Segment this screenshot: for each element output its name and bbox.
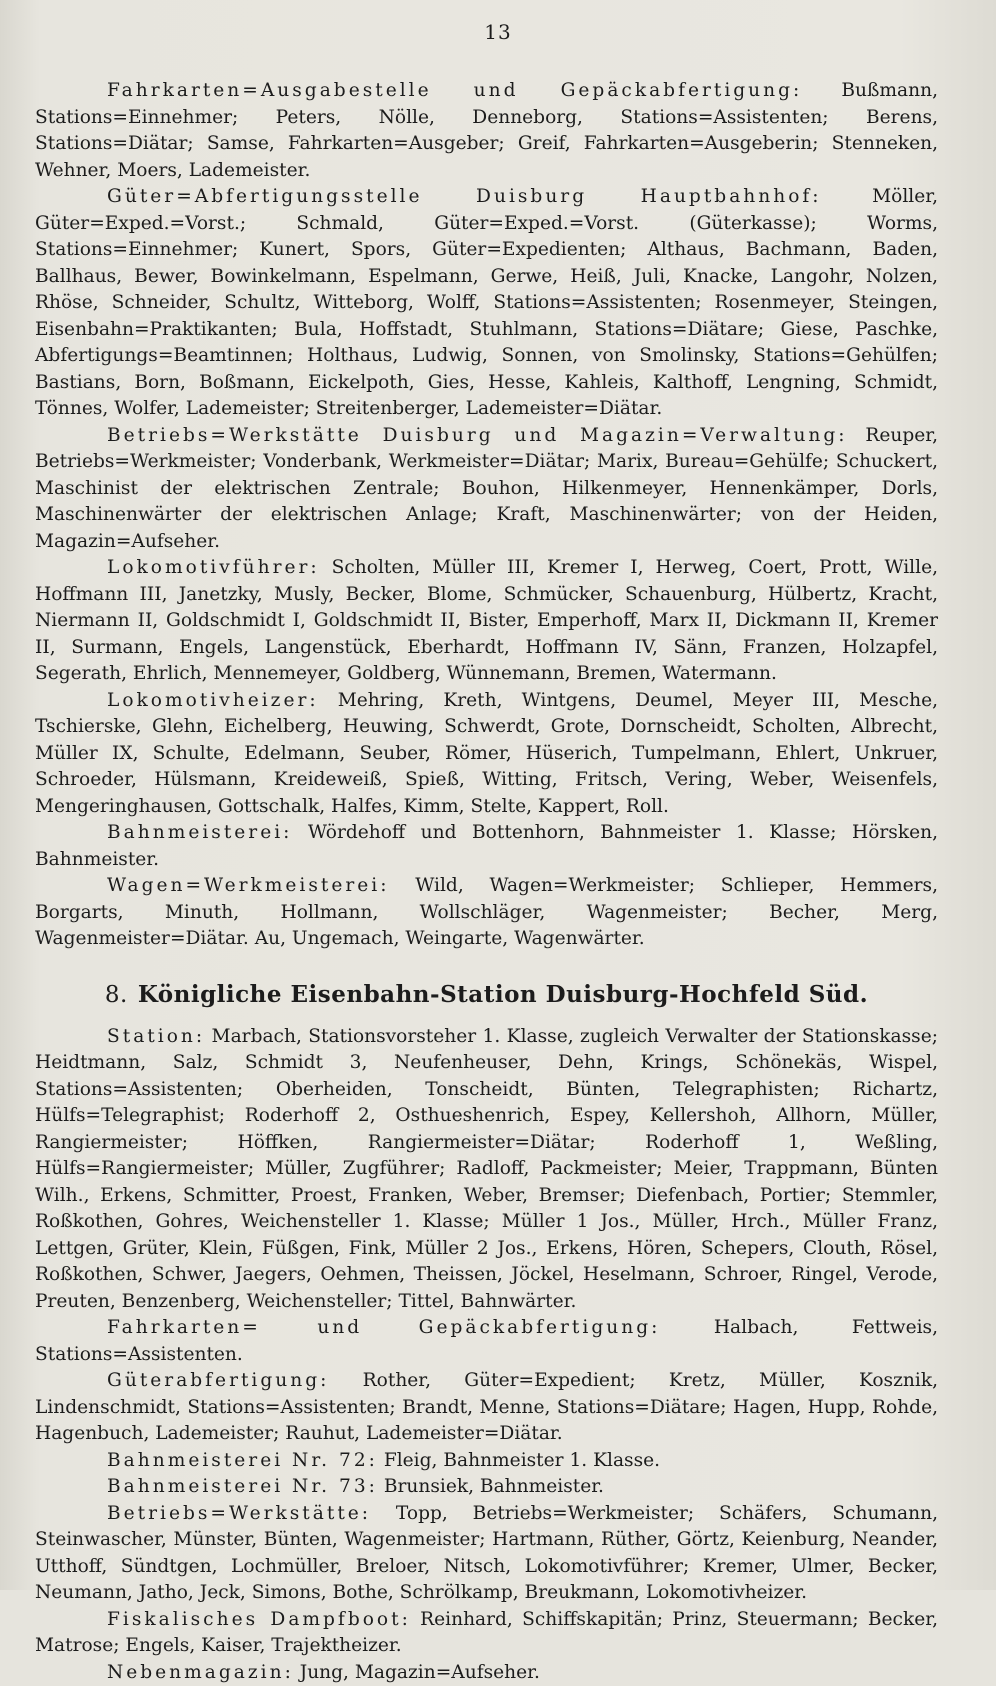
entry-paragraph	[35, 1024, 938, 1316]
entry-paragraph	[35, 1315, 938, 1368]
entry-heading: Güter=Abfertigungsstelle Duisburg Hauptbahnhof:	[107, 186, 822, 207]
entry-heading: Bahnmeisterei Nr. 72:	[107, 1450, 378, 1471]
entry-heading: Wagen=Werkmeisterei:	[107, 875, 390, 896]
entry-paragraph	[35, 555, 938, 688]
section-title: Königliche Eisenbahn-Station Duisburg-Hochfeld Süd.	[138, 981, 868, 1008]
entry-heading: Bahnmeisterei Nr. 73:	[107, 1476, 378, 1497]
entry-text: Reinhard, Schiffskapitän; Prinz, Steuermann; Becker, Matrose; Engels, Kaiser, Trajektheizer.	[35, 1609, 938, 1657]
entry-text: Wördehoff und Bottenhorn, Bahnmeister 1. Klasse; Hörsken, Bahnmeister.	[35, 822, 938, 870]
entry-heading: Fahrkarten=Ausgabestelle und Gepäckabfertigung:	[107, 80, 802, 101]
entry-heading: Station:	[107, 1026, 205, 1047]
entry-heading: Lokomotivführer:	[107, 557, 320, 578]
entry-paragraph	[35, 688, 938, 821]
entry-heading: Lokomotivheizer:	[107, 690, 319, 711]
entry-paragraph	[35, 184, 938, 423]
entry-paragraph	[35, 1474, 938, 1501]
section-heading	[35, 981, 938, 1008]
entry-text: Mehring, Kreth, Wintgens, Deumel, Meyer III, Mesche, Tschierske, Glehn, Eichelberg, Heuwing, Schwerdt, Grote, Dornscheidt, Scholten, Albrecht, Müller IX, Schulte, Edelmann, Seuber, Römer, Hüserich, Tumpelmann, Ehlert, Unkruer, Schroeder, Hülsmann, Kreideweiß, Spieß, Witting, Fritsch, Vering, Weber, Weisenfels, Mengeringhausen, Gottschalk, Halfes, Kimm, Stelte, Kappert, Roll.	[35, 690, 938, 817]
page-number: 13	[0, 20, 996, 44]
section-number: 8.	[105, 982, 128, 1008]
entry-text: Bußmann, Stations=Einnehmer; Peters, Nölle, Denneborg, Stations=Assistenten; Berens, Stations=Diätar; Samse, Fahrkarten=Ausgeber; Greif, Fahrkarten=Ausgeberin; Stenneken, Wehner, Moers, Lademeister.	[35, 80, 938, 181]
entry-text: Möller, Güter=Exped.=Vorst.; Schmald, Güter=Exped.=Vorst. (Güterkasse); Worms, Stations=Einnehmer; Kunert, Spors, Güter=Expedienten; Althaus, Bachmann, Baden, Ballhaus, Bewer, Bowinkelmann, Espelmann, Gerwe, Heiß, Juli, Knacke, Langohr, Nolzen, Rhöse, Schneider, Schultz, Witteborg, Wolff, Stations=Assistenten; Rosenmeyer, Steingen, Eisenbahn=Praktikanten; Bula, Hoffstadt, Stuhlmann, Stations=Diätare; Giese, Paschke, Abfertigungs=Beamtinnen; Holthaus, Ludwig, Sonnen, von Smolinsky, Stations=Gehülfen; Bastians, Born, Boßmann, Eickelpoth, Gies, Hesse, Kahleis, Kalthoff, Lengning, Schmidt, Tönnes, Wolfer, Lademeister; Streitenberger, Lademeister=Diätar.	[35, 186, 938, 419]
entry-heading: Güterabfertigung:	[107, 1370, 329, 1391]
entry-text: Reuper, Betriebs=Werkmeister; Vonderbank, Werkmeister=Diätar; Marix, Bureau=Gehülfe; Schuckert, Maschinist der elektrischen Zentrale; Bouhon, Hilkenmeyer, Hennenkämper, Dorls, Maschinenwärter der elektrischen Anlage; Kraft, Maschinenwärter; von der Heiden, Magazin=Aufseher.	[35, 425, 938, 552]
entry-paragraph	[35, 1660, 938, 1686]
page-content	[35, 78, 938, 1686]
entry-paragraph	[35, 78, 938, 184]
entry-heading: Betriebs=Werkstätte Duisburg und Magazin=Verwaltung:	[107, 425, 848, 446]
entry-text: Marbach, Stationsvorsteher 1. Klasse, zugleich Verwalter der Stationskasse; Heidtmann, Salz, Schmidt 3, Neufenheuser, Dehn, Krings, Schönekäs, Wispel, Stations=Assistenten; Oberheiden, Tonscheidt, Bünten, Telegraphisten; Richartz, Hülfs=Telegraphist; Roderhoff 2, Osthueshenrich, Espey, Kellershoh, Allhorn, Müller, Rangiermeister; Höffken, Rangiermeister=Diätar; Roderhoff 1, Weßling, Hülfs=Rangiermeister; Müller, Zugführer; Radloff, Packmeister; Meier, Trappmann, Bünten Wilh., Erkens, Schmitter, Proest, Franken, Weber, Bremser; Diefenbach, Portier; Stemmler, Roßkothen, Gohres, Weichensteller 1. Klasse; Müller 1 Jos., Müller, Hrch., Müller Franz, Lettgen, Grüter, Klein, Füßgen, Fink, Müller 2 Jos., Erkens, Hören, Schepers, Clouth, Rösel, Roßkothen, Schwer, Jaegers, Oehmen, Theissen, Jöckel, Heselmann, Schroer, Ringel, Verode, Preuten, Benzenberg, Weichensteller; Tittel, Bahnwärter.	[35, 1026, 938, 1312]
entry-heading: Bahnmeisterei:	[107, 822, 292, 843]
section-8-body	[35, 1024, 938, 1686]
entry-paragraph	[35, 1501, 938, 1607]
entry-text: Wild, Wagen=Werkmeister; Schlieper, Hemmers, Borgarts, Minuth, Hollmann, Wollschläger, Wagenmeister; Becher, Merg, Wagenmeister=Diätar. Au, Ungemach, Weingarte, Wagenwärter.	[35, 875, 938, 949]
entry-paragraph	[35, 873, 938, 953]
entry-heading: Nebenmagazin:	[107, 1662, 294, 1683]
entry-heading: Fahrkarten= und Gepäckabfertigung:	[107, 1317, 660, 1338]
entry-text: Fleig, Bahnmeister 1. Klasse.	[378, 1450, 660, 1471]
entry-text: Brunsiek, Bahnmeister.	[378, 1476, 604, 1497]
entry-text: Topp, Betriebs=Werkmeister; Schäfers, Schumann, Steinwascher, Münster, Bünten, Wagenmeister; Hartmann, Rüther, Görtz, Keienburg, Neander, Utthoff, Sündtgen, Lochmüller, Breloer, Nitsch, Lokomotivführer; Kremer, Ulmer, Becker, Neumann, Jatho, Jeck, Simons, Bothe, Schrölkamp, Breukmann, Lokomotivheizer.	[35, 1503, 938, 1604]
entry-heading: Betriebs=Werkstätte:	[107, 1503, 371, 1524]
entry-paragraph	[35, 1607, 938, 1660]
entry-text: Halbach, Fettweis, Stations=Assistenten.	[35, 1317, 938, 1365]
entry-text: Scholten, Müller III, Kremer I, Herweg, Coert, Prott, Wille, Hoffmann III, Janetzky, Musly, Becker, Blome, Schmücker, Schauenburg, Hülbertz, Kracht, Niermann II, Goldschmidt I, Goldschmidt II, Bister, Emperhoff, Marx II, Dickmann II, Kremer II, Surmann, Engels, Langenstück, Eberhardt, Hoffmann IV, Sänn, Franzen, Holzapfel, Segerath, Ehrlich, Mennemeyer, Goldberg, Wünnemann, Bremen, Watermann.	[35, 557, 938, 684]
entry-paragraph	[35, 1368, 938, 1448]
entry-paragraph	[35, 820, 938, 873]
entry-text: Jung, Magazin=Aufseher.	[294, 1662, 540, 1683]
section-7-continuation	[35, 78, 938, 953]
entry-text: Rother, Güter=Expedient; Kretz, Müller, Kosznik, Lindenschmidt, Stations=Assistenten; Brandt, Menne, Stations=Diätare; Hagen, Hupp, Rohde, Hagenbuch, Lademeister; Rauhut, Lademeister=Diätar.	[35, 1370, 938, 1444]
entry-paragraph	[35, 1448, 938, 1475]
entry-heading: Fiskalisches Dampfboot:	[107, 1609, 411, 1630]
entry-paragraph	[35, 423, 938, 556]
